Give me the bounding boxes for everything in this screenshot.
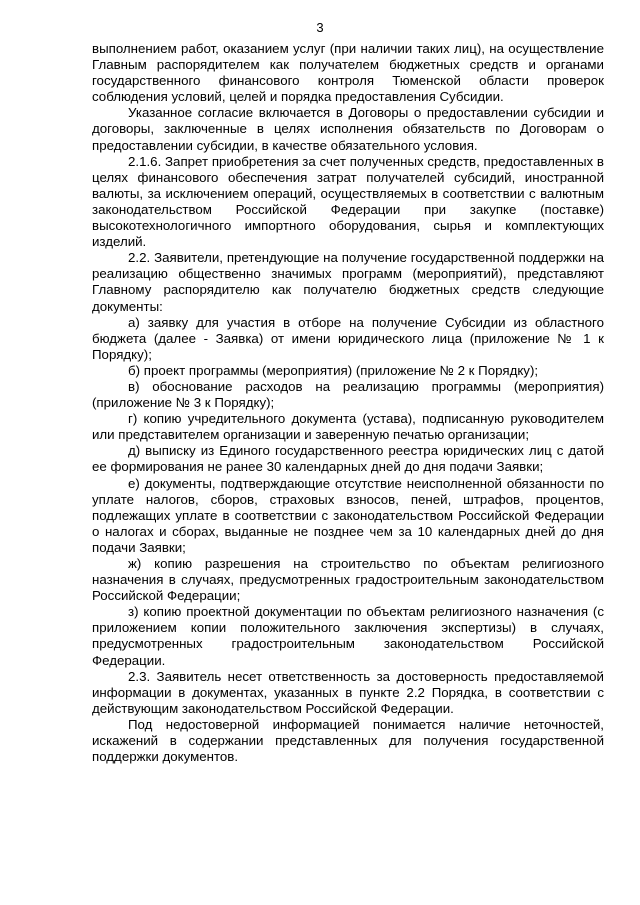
- paragraph-continuation: выполнением работ, оказанием услуг (при наличии таких лиц), на осуществление Главным распорядителем как получателем бюджетных средств и органами государственного финансового контроля Тюменской области проверок соблюдения условий, целей и порядка предоставления Субсидии.: [92, 41, 604, 105]
- list-item-d: д) выписку из Единого государственного реестра юридических лиц с датой ее формирования не ранее 30 календарных дней до дня подачи Заявки;: [92, 443, 604, 475]
- list-item-zh: ж) копию разрешения на строительство по объектам религиозного назначения в случаях, предусмотренных градостроительным законодательством Российской Федерации;: [92, 556, 604, 604]
- paragraph-consent: Указанное согласие включается в Договоры о предоставлении субсидии и договоры, заключенные в целях исполнения обязательств по Договорам о предоставлении субсидии, в качестве обязательного условия.: [92, 105, 604, 153]
- list-item-e: е) документы, подтверждающие отсутствие неисполненной обязанности по уплате налогов, сборов, страховых взносов, пеней, штрафов, процентов, подлежащих уплате в соответствии с законодательством Российской Федерации о налогах и сборах, выданные не позднее чем за 10 календарных дней до дня подачи Заявки;: [92, 475, 604, 555]
- list-item-b: б) проект программы (мероприятия) (приложение № 2 к Порядку);: [128, 362, 539, 378]
- list-item-z: з) копию проектной документации по объектам религиозного назначения (с приложением копии положительного заключения экспертизы) в случаях, предусмотренных градостроительным законодательством Российской Федерации.: [92, 604, 604, 668]
- list-item-a: а) заявку для участия в отборе на получение Субсидии из областного бюджета (далее - Заявка) от имени юридического лица (приложение № 1 к Порядку);: [92, 314, 604, 362]
- document-body: [92, 41, 604, 765]
- paragraph-2-3: 2.3. Заявитель несет ответственность за достоверность предоставляемой информации в документах, указанных в пункте 2.2 Порядка, в соответствии с действующим законодательством Российской Федерации.: [92, 668, 604, 716]
- page-number: 3: [316, 20, 324, 35]
- paragraph-2-2: 2.2. Заявители, претендующие на получение государственной поддержки на реализацию общественно значимых программ (мероприятий), представляют Главному распорядителю как получателю бюджетных средств следующие документы:: [92, 250, 604, 314]
- paragraph-2-1-6: 2.1.6. Запрет приобретения за счет полученных средств, предоставленных в целях финансового обеспечения затрат получателей субсидий, иностранной валюты, за исключением операций, осуществляемых в соответствии с валютным законодательством Российской Федерации при закупке (поставке) высокотехнологичного импортного оборудования, сырья и комплектующих изделий.: [92, 153, 604, 250]
- list-item-g: г) копию учредительного документа (устава), подписанную руководителем или представителем организации и заверенную печатью организации;: [92, 411, 604, 443]
- paragraph-definition: Под недостоверной информацией понимается наличие неточностей, искажений в содержании представленных для получения государственной поддержки документов.: [92, 716, 604, 765]
- list-item-v: в) обоснование расходов на реализацию программы (мероприятия) (приложение № 3 к Порядку);: [92, 378, 604, 411]
